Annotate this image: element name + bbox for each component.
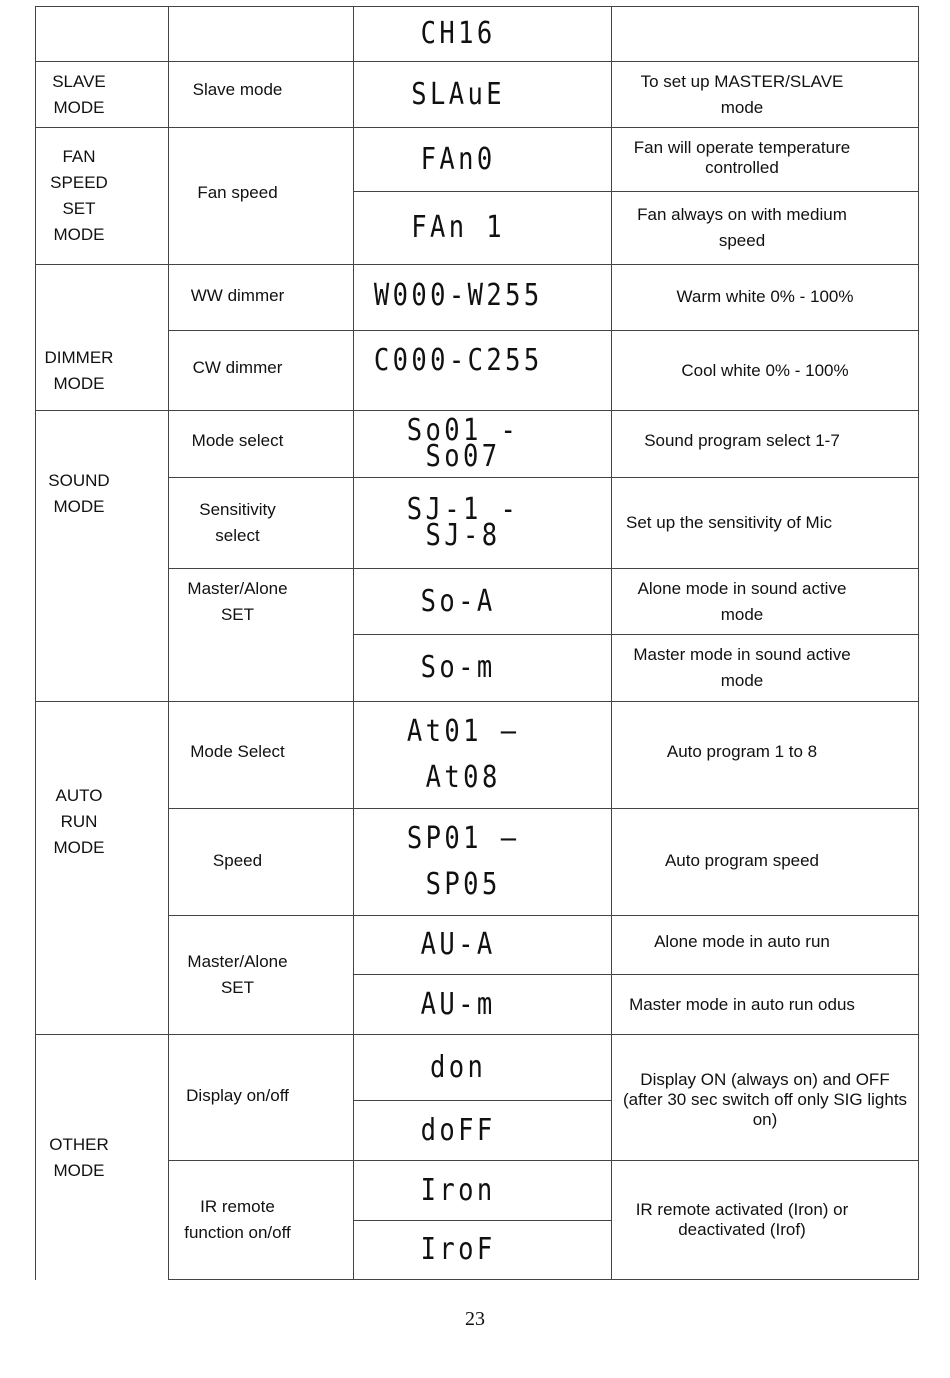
group-slave-mode: SLAVE MODE xyxy=(52,72,106,117)
display-readout: At01 – At08 xyxy=(406,714,520,795)
display-readout: AU-m xyxy=(420,986,496,1022)
function-speed: Speed xyxy=(212,851,263,870)
display-readout: AU-A xyxy=(420,927,496,962)
display-readout: SLAuE xyxy=(411,77,505,112)
description: Set up the sensitivity of Mic xyxy=(626,513,832,532)
table-border-right xyxy=(918,6,919,1280)
description: Sound program select 1-7 xyxy=(644,431,840,450)
function-auto-mode-select: Mode Select xyxy=(190,742,285,761)
description: Master mode in auto run odus xyxy=(629,994,855,1014)
display-readout: Iron xyxy=(420,1172,496,1208)
description: Auto program 1 to 8 xyxy=(666,742,818,761)
group-other-mode: OTHER MODE xyxy=(49,1134,109,1180)
description: Master mode in sound active mode xyxy=(633,645,851,690)
group-sound-mode: SOUND MODE xyxy=(48,470,110,516)
display-readout: don xyxy=(429,1049,487,1085)
description: IR remote activated (Iron) or deactivated (Irof) xyxy=(635,1200,849,1239)
page-number: 23 xyxy=(465,1308,485,1330)
function-slave-mode: Slave mode xyxy=(192,80,283,99)
function-ww-dimmer: WW dimmer xyxy=(190,286,285,305)
function-display-on-off: Display on/off xyxy=(186,1086,289,1105)
description: Cool white 0% - 100% xyxy=(681,361,849,380)
table-border-bottom xyxy=(168,1279,919,1280)
function-cw-dimmer: CW dimmer xyxy=(192,358,283,377)
group-auto-run-mode: AUTO RUN MODE xyxy=(53,786,105,857)
description: Display ON (always on) and OFF (after 30 sec switch off only SIG lights on) xyxy=(622,1070,908,1129)
display-readout: CH16 xyxy=(420,16,496,51)
description: Alone mode in auto run xyxy=(654,932,830,951)
description: Fan always on with medium speed xyxy=(637,205,847,250)
description: Fan will operate temperature controlled xyxy=(633,138,851,177)
function-sound-mode-select: Mode select xyxy=(191,431,284,450)
display-readout: SJ-1 - SJ-8 xyxy=(406,492,520,553)
function-sound-master-alone: Master/Alone SET xyxy=(187,579,288,624)
function-ir-remote: IR remote function on/off xyxy=(184,1197,291,1242)
description: Alone mode in sound active mode xyxy=(637,579,847,624)
group-fan-speed-set-mode: FAN SPEED SET MODE xyxy=(50,147,108,244)
description: Auto program speed xyxy=(664,851,820,870)
group-dimmer-mode: DIMMER MODE xyxy=(44,348,114,393)
function-auto-master-alone: Master/Alone SET xyxy=(187,952,288,997)
function-fan-speed: Fan speed xyxy=(197,183,278,202)
display-readout: FAn0 xyxy=(420,142,496,177)
display-readout: So-A xyxy=(420,584,496,619)
description: To set up MASTER/SLAVE mode xyxy=(640,72,844,117)
settings-table xyxy=(35,6,919,1280)
display-readout: doFF xyxy=(420,1112,496,1148)
display-readout: C000-C255 xyxy=(373,343,543,378)
function-sensitivity-select: Sensitivity select xyxy=(199,500,276,545)
display-readout: So01 - So07 xyxy=(406,413,520,474)
display-readout: IroF xyxy=(420,1232,496,1267)
display-readout: SP01 – SP05 xyxy=(406,821,520,902)
display-readout: W000-W255 xyxy=(373,278,543,313)
display-readout: So-m xyxy=(420,650,496,685)
display-readout: FAn 1 xyxy=(411,210,505,245)
description: Warm white 0% - 100% xyxy=(676,287,854,306)
